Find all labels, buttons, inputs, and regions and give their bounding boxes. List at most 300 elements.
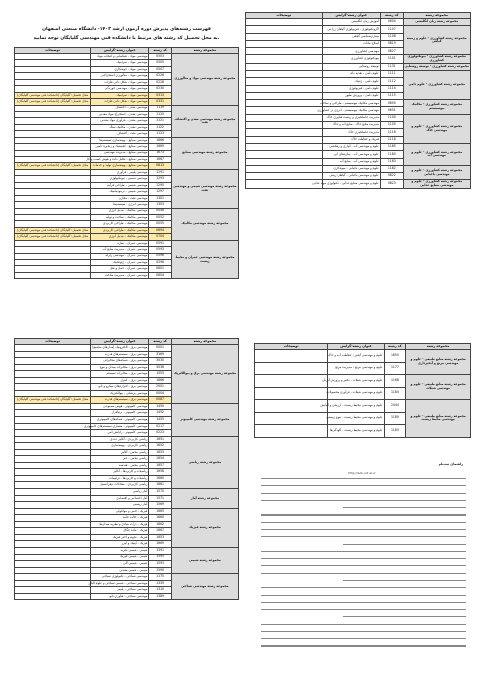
row-code: 0331: [149, 99, 171, 105]
row-name: مهندسی نساجی - فناوری نانو: [91, 593, 149, 600]
row-code: 0046: [149, 208, 171, 214]
row-name: مدیریت حاصلخیزی خاک: [322, 129, 381, 136]
row-name: مهندسی مکانیک بیوسیستم - طراحی و ساخت: [322, 100, 381, 107]
row-name: مهندسی شیمی - ترمودینامیک: [91, 189, 149, 195]
row-note: محل تحصیل: گلپایگان (دانشکده فنی مهندسی گلپایگان): [15, 99, 91, 105]
row-code: 1119: [149, 105, 171, 111]
row-note: [246, 63, 323, 70]
group-name: مجموعه رشته کشاورزی - علوم و مهندسی خاک: [403, 114, 471, 143]
row-code: 1180: [381, 151, 404, 158]
row-note: [246, 129, 323, 136]
row-code: 0001: [149, 345, 171, 352]
notes-text-line: [261, 565, 466, 566]
row-name: مهندسی نساجی - تکنولوژی نساجی: [91, 574, 149, 581]
row-note: [246, 107, 323, 114]
row-code: 1673: [149, 150, 171, 156]
notes-text-line: [261, 493, 466, 494]
notes-header: توضیحات: [246, 13, 323, 19]
row-note: [246, 55, 323, 63]
row-name: مهندسی معدن - فرآوری مواد معدنی: [91, 118, 149, 124]
row-name: علوم دامی - ژنتیک: [322, 78, 381, 85]
row-name: مهندسی کامپیوتر - هوش مصنوعی: [91, 403, 149, 410]
row-code: 1571: [149, 495, 171, 502]
notes-text-line: [261, 587, 466, 588]
row-name: علوم و مهندسی باغبانی - گیاهان زینتی: [322, 173, 381, 180]
row-name: ریاضیات و کاربردها - آنالیز: [91, 469, 149, 476]
row-code: 0823: [381, 180, 404, 188]
name-header: عنوان رشته-گرایش: [91, 48, 149, 54]
row-note: [246, 158, 323, 165]
row-note: [246, 180, 323, 188]
row-name: فیزیک و حفاظت خاک: [322, 136, 381, 143]
row-code: 1667: [149, 157, 171, 163]
row-name: مدیریت حاصلخیزی و زیست فناوری خاک: [322, 114, 381, 121]
row-name: مهندسی نساجی - شیمی نساجی و علوم الیاف: [91, 580, 149, 587]
row-name: مهندسی مواد - شکل دادن فلزات: [91, 99, 149, 105]
row-code: 1653: [149, 449, 171, 456]
page3-table: [14, 338, 239, 600]
row-name: مهندسی صنایع - بهینه‌سازی تولید و خدمات: [91, 163, 149, 169]
group-name: مجموعه رشته ریاضی: [171, 436, 238, 488]
table-row: [246, 70, 471, 77]
row-code: 1665: [149, 508, 171, 515]
row-note: [15, 593, 91, 600]
row-code: 1303: [149, 202, 171, 208]
row-code: 1104: [381, 114, 404, 121]
row-code: 1105: [381, 122, 404, 129]
row-code: 1660: [149, 475, 171, 482]
row-name: شیمی - شیمی فیزیک: [91, 554, 149, 561]
row-code: 1123: [149, 131, 171, 137]
row-name: مهندسی مکانیک - ساخت و تولید: [91, 214, 149, 220]
code-header: کد رشته: [384, 344, 406, 350]
row-code: 1650: [384, 350, 406, 363]
notes-text-line: [261, 624, 466, 625]
notes-header: توضیحات: [255, 344, 328, 350]
group-name: مجموعه رشته زبان انگلیسی: [403, 19, 471, 26]
table-row: [255, 375, 471, 388]
row-name: مهندسی کامپیوتر - شبکه‌های کامپیوتری: [91, 417, 149, 424]
row-note: [246, 85, 323, 92]
row-code: 1116: [381, 129, 404, 136]
row-code: 1652: [149, 443, 171, 450]
row-code: 1107: [381, 26, 404, 33]
row-name: مهندسی مکانیک - طراحی کاربردی: [91, 227, 149, 233]
row-code: 1115: [381, 92, 404, 99]
notes-text-line: [261, 478, 466, 479]
row-name: مهندسی مواد - جوشکاری: [91, 66, 149, 72]
row-name: مهندسی پلیمر - فرآوری: [91, 169, 149, 175]
notes-header: توضیحات: [15, 339, 91, 345]
row-code: 1452: [149, 410, 171, 417]
row-code: 0604: [149, 272, 171, 278]
row-code: 1651: [149, 436, 171, 443]
table-row: [255, 350, 471, 363]
notes-text-line: [261, 595, 466, 596]
row-code: 1118: [381, 136, 404, 143]
notes-text-line: [261, 500, 466, 501]
row-code: 1666: [149, 377, 171, 384]
row-name: مهندسی نفت - مخازن: [91, 195, 149, 201]
page4-table: [254, 343, 471, 438]
group-name: مجموعه رشته کشاورزی - علوم و مهندسی صنایع غذایی: [403, 180, 471, 188]
row-code: 1120: [149, 111, 171, 117]
table-row: [246, 26, 471, 33]
row-note: [255, 350, 328, 363]
row-name: مهندسی انرژی - سیستم‌ها: [91, 202, 149, 208]
row-name: مهندسی مواد - متالورژی استخراجی: [91, 73, 149, 79]
name-header: عنوان رشته-گرایش: [322, 13, 381, 19]
table-row: [246, 63, 471, 70]
row-note: [246, 136, 323, 143]
row-name: علوم دامی - پرورش طیور: [322, 92, 381, 99]
row-name: مهندسی کامپیوتر - نرم‌افزار: [91, 410, 149, 417]
group-name: مجموعه رشته کشاورزی - بیوتکنولوژی کشاورزی: [403, 55, 471, 63]
group-name: مجموعه رشته مهندسی صنایع: [171, 137, 238, 169]
group-name: مجموعه رشته مهندسی کامپیوتر: [171, 403, 238, 436]
row-name: مهندسی مواد - مهندسی خوردگی: [91, 86, 149, 92]
row-code: 1593: [149, 561, 171, 568]
row-code: 1661: [149, 482, 171, 489]
row-code: 0704: [149, 234, 171, 240]
page-1: [0, 0, 240, 337]
row-name: علوم و مهندسی باغبانی - میوه‌کاری: [322, 165, 381, 172]
group-name: مجموعه رشته مهندسی عمران و محیط زیست: [171, 240, 238, 279]
row-name: آمار زیستی: [91, 502, 149, 509]
row-code: 0507: [149, 66, 171, 72]
row-code: 1177: [384, 362, 406, 375]
row-code: 1657: [149, 462, 171, 469]
row-code: 0052: [149, 214, 171, 220]
row-code: 2001: [149, 384, 171, 391]
notes-text-line: [261, 638, 466, 639]
notes-text-block: [261, 478, 466, 653]
row-name: مهندسی کامپیوتر - معماری سیستم‌های کامپیوتری: [91, 423, 149, 430]
row-note: [246, 33, 323, 40]
row-name: علوم و مهندسی محیط زیست - آلودگی‌ها: [328, 425, 384, 438]
row-name: علوم دامی - تغذیه دام: [322, 70, 381, 77]
row-code: 1122: [149, 124, 171, 130]
row-code: 1669: [149, 541, 171, 548]
row-name: مهندسی عمران - مهندسی زلزله: [91, 253, 149, 259]
row-code: 0651: [381, 107, 404, 114]
row-name: علوم و مهندسی مرتع - مدیریت مرتع: [328, 362, 384, 375]
notes-text-line: [261, 602, 466, 603]
row-note: [15, 272, 91, 278]
row-name: فیزیک - ذرات بنیادی و نظریه میدان‌ها: [91, 521, 149, 528]
row-name: ریاضی محض - هندسه: [91, 462, 149, 469]
row-name: مهندسی مواد - شناسایی و انتخاب مواد: [91, 54, 149, 60]
row-name: ریاضی کاربردی - آنالیز عددی: [91, 436, 149, 443]
row-name: فیزیک - اتمی و مولکولی: [91, 508, 149, 515]
page-2: [241, 0, 479, 337]
row-name: شیمی - شیمی آلی: [91, 561, 149, 568]
row-name: مهندسی برق - کنترل: [91, 377, 149, 384]
name-header: عنوان رشته-گرایش: [91, 339, 149, 345]
row-code: 1111: [381, 70, 404, 77]
row-name: بیوتکنولوژی کشاورزی: [322, 55, 381, 63]
row-note: محل تحصیل: گلپایگان (دانشکده فنی مهندسی گلپایگان): [15, 227, 91, 233]
row-name: ریاضیات و کاربردها - ترکیبیات: [91, 475, 149, 482]
row-code: 1114: [381, 85, 404, 92]
row-name: علوم و مهندسی آب - سازه‌های آبی: [322, 151, 381, 158]
row-note: محل تحصیل: گلپایگان (دانشکده فنی مهندسی گلپایگان): [15, 92, 91, 98]
row-code: 1183: [381, 158, 404, 165]
row-name: فیزیک - اپتیک و لیزر: [91, 541, 149, 548]
group-name: مجموعه رشته مهندسی برق و بیوالکتریک: [171, 345, 238, 404]
row-name: مهندسی برق - مخابرات سیستم: [91, 371, 149, 378]
row-code: 0004: [149, 390, 171, 397]
row-note: [255, 362, 328, 375]
row-name: مهندسی برق - سیستم‌های قدرت: [91, 397, 149, 404]
name-header: عنوان رشته-گرایش: [328, 344, 384, 350]
row-code: 1569: [149, 502, 171, 509]
row-name: مهندسی عمران - حمل و نقل: [91, 266, 149, 272]
notes-text-line: [343, 544, 466, 545]
row-name: مهندسی صنایع - مدیریت مهندسی: [91, 150, 149, 156]
page2-table: [245, 12, 471, 189]
row-note: [246, 143, 323, 150]
row-code: 1660: [149, 515, 171, 522]
group-header: مجموعه رشته: [171, 48, 238, 54]
row-code: 3169: [149, 351, 171, 358]
notes-text-line: [261, 558, 466, 559]
row-name: مهندسی صنایع - بهینه‌سازی سیستم‌ها: [91, 137, 149, 143]
row-code: 1175: [149, 574, 171, 581]
row-name: مهندسی نفت - اکتشاف: [91, 131, 149, 137]
row-name: مهندسی معدن - اکتشاف: [91, 105, 149, 111]
row-code: 0604: [381, 19, 404, 26]
notes-url[interactable]: http://edu.iut.ac.ir: [348, 471, 376, 475]
group-name: مجموعه رشته کشاورزی - مکانیک بیوسیستم: [403, 100, 471, 115]
row-code: 0601: [149, 266, 171, 272]
row-name: مهندسی مکانیک - تبدیل انرژی: [91, 208, 149, 214]
row-name: فیزیک - نجوم و اختر فیزیک: [91, 534, 149, 541]
group-name: مجموعه رشته مهندسی معدن و اکتشاف نفت: [171, 105, 238, 137]
row-code: 1653: [149, 534, 171, 541]
row-name: مهندسی عمران - مدیریت منابع آب: [91, 247, 149, 253]
page-4: [241, 338, 479, 674]
group-header: مجموعه رشته: [171, 339, 238, 345]
row-name: مهندسی نساجی - پلیمر: [91, 587, 149, 594]
notes-text-line: [261, 645, 466, 646]
table-row: [255, 400, 471, 413]
code-header: کد رشته: [149, 339, 171, 345]
row-code: 1450: [149, 403, 171, 410]
row-code: 1590: [149, 567, 171, 574]
row-code: 0217: [149, 423, 171, 430]
row-code: 1295: [149, 182, 171, 188]
row-name: مهندسی پزشکی - بیوالکتریک: [91, 390, 149, 397]
row-name: اصلاح نباتات: [322, 40, 381, 47]
row-code: 1301: [149, 195, 171, 201]
row-code: 1658: [149, 469, 171, 476]
notes-text-line: [261, 631, 466, 632]
row-code: 0591: [149, 240, 171, 246]
row-code: 0313: [149, 92, 171, 98]
row-code: 1297: [149, 189, 171, 195]
row-name: مهندسی مواد - سرامیک: [91, 92, 149, 98]
row-note: محل تحصیل: گلپایگان (دانشکده فنی مهندسی گلپایگان): [15, 397, 91, 404]
row-note: [246, 165, 323, 172]
row-note: [246, 122, 323, 129]
row-name: مهندسی برق - شبکه‌های مخابراتی: [91, 358, 149, 365]
group-name: مجموعه رشته منابع طبیعی - علوم و مهندسی محیط زیست: [406, 400, 471, 438]
notes-text-line: [343, 616, 466, 617]
row-note: [246, 114, 323, 121]
row-code: 0593: [149, 247, 171, 253]
row-name: علوم و مهندسی آبخیز - حفاظت آب و خاک: [328, 350, 384, 363]
row-code: 0827: [381, 48, 404, 55]
row-name: فیزیک - ماده چگال: [91, 528, 149, 535]
notes-text-line: [343, 580, 466, 581]
row-note: [246, 151, 323, 158]
row-name: مهندسی برق - الکترونیک (مدارهای مجتمع): [91, 345, 149, 352]
group-name: مجموعه رشته مهندسی نساجی: [171, 574, 238, 600]
row-note: [246, 92, 323, 99]
row-note: [255, 375, 328, 388]
row-code: 1591: [149, 547, 171, 554]
table-row: [246, 165, 471, 172]
row-name: مهندسی برق - سیستم‌های قدرت: [91, 351, 149, 358]
table-row: [246, 143, 471, 150]
row-name: مهندسی شیمی - طراحی فرآیند: [91, 182, 149, 188]
row-name: آمار اجتماعی و اقتصادی: [91, 495, 149, 502]
row-code: 1310: [149, 587, 171, 594]
row-note: [255, 412, 328, 425]
row-note: محل تحصیل: گلپایگان (دانشکده فنی مهندسی گلپایگان): [15, 234, 91, 240]
row-code: 1189: [384, 412, 406, 425]
row-name: بیماری‌شناسی گیاهی: [322, 33, 381, 40]
table-row: [246, 114, 471, 121]
row-note: [255, 387, 328, 400]
row-code: 0813: [149, 163, 171, 169]
row-name: شیمی - شیمی تجزیه: [91, 547, 149, 554]
row-name: توسعه روستایی: [322, 63, 381, 70]
row-name: مهندسی معدن - استخراج مواد معدنی: [91, 111, 149, 117]
row-code: 1112: [381, 78, 404, 85]
row-name: مهندسی صنایع - تحلیل داده و هوش کسب و کار: [91, 157, 149, 163]
row-name: شیمی - شیمی معدنی: [91, 567, 149, 574]
group-name: مجموعه رشته مهندسی مواد و متالورژی: [171, 54, 238, 106]
row-code: 1662: [149, 521, 171, 528]
group-name: مجموعه رشته شیمی: [171, 547, 238, 573]
row-code: 1101: [381, 55, 404, 63]
table-row: [246, 180, 471, 188]
row-code: 1667: [149, 528, 171, 535]
row-name: مهندسی کامپیوتر - رایانش امن: [91, 430, 149, 437]
row-name: علوم و مهندسی شیلات - تکثیر و پرورش آبزیان: [328, 375, 384, 388]
row-code: 3036: [149, 364, 171, 371]
row-code: 0694: [149, 227, 171, 233]
row-name: مهندسی برق - افزاره‌های میکرو و نانو: [91, 384, 149, 391]
row-code: 1389: [149, 593, 171, 600]
document-title: فهرست رشته‌های پذیرش دوره آزمون ارشد ۱۴۰۳- دانشگاه صنعتی اصفهان: [42, 27, 211, 32]
row-code: 1654: [149, 456, 171, 463]
row-name: اگروتکنولوژی - فیزیولوژی گیاهان زراعی: [322, 26, 381, 33]
row-code: 1570: [149, 489, 171, 496]
group-name: مجموعه رشته منابع طبیعی - علوم و مهندسی مرتع و آبخیزداری: [406, 350, 471, 375]
row-name: ریاضی محض - جبر: [91, 456, 149, 463]
row-note: [246, 173, 323, 180]
notes-header: توضیحات: [15, 48, 91, 54]
group-name: مجموعه رشته کشاورزی - علوم و مهندسی باغبانی: [403, 165, 471, 180]
code-header: کد رشته: [149, 48, 171, 54]
document-subtitle: به محل تحصیل کد رشته های مرتبط با دانشکده فنی مهندسی گلپایگان توجه نمایید.: [33, 36, 220, 41]
row-name: مهندسی معدن - مکانیک سنگ: [91, 124, 149, 130]
notes-text-line: [261, 529, 466, 530]
notes-text-line: [261, 573, 466, 574]
row-code: 0596: [149, 253, 171, 259]
row-code: 0087: [149, 397, 171, 404]
group-name: مجموعه رشته مهندسی شیمی و مهندسی نفت: [171, 169, 238, 208]
row-code: 0223: [149, 430, 171, 437]
row-note: [255, 425, 328, 438]
row-name: مهندسی برق - مخابرات میدان و موج: [91, 364, 149, 371]
row-code: 1108: [381, 33, 404, 40]
row-code: 1165: [381, 143, 404, 150]
code-header: کد رشته: [381, 13, 404, 19]
row-name: مدیریت منابع خاک - منابع آب و خاک: [322, 122, 381, 129]
group-header: مجموعه رشته: [406, 344, 471, 350]
row-code: 2444: [384, 400, 406, 413]
notes-text-line: [261, 609, 466, 610]
row-name: علوم و مهندسی صنایع غذایی - تکنولوژی مواد غذایی: [322, 180, 381, 188]
row-code: 1182: [381, 165, 404, 172]
row-name: مهندسی مواد - شکل دادن فلزات: [91, 79, 149, 85]
group-name: مجموعه رشته کشاورزی - علوم و مهندسی آب: [403, 143, 471, 165]
row-note: [246, 78, 323, 85]
row-note: [255, 400, 328, 413]
row-name: آمار ریاضی: [91, 489, 149, 496]
row-name: مهندسی شیمی - بیوتکنولوژی: [91, 176, 149, 182]
row-note: [246, 40, 323, 47]
row-code: 1455: [149, 417, 171, 424]
row-name: علوم دامی - فیزیولوژی: [322, 85, 381, 92]
row-name: مهندسی مکانیک - طراحی کاربردی: [91, 221, 149, 227]
row-code: 1293: [149, 176, 171, 182]
row-code: 0503: [149, 54, 171, 60]
notes-text-line: [261, 536, 466, 537]
group-name: مجموعه رشته فیزیک: [171, 508, 238, 547]
group-name: مجموعه رشته کشاورزی - علوم دامی: [403, 70, 471, 99]
row-code: 0819: [381, 40, 404, 47]
row-name: فیزیک - حالت جامد: [91, 515, 149, 522]
row-name: مهندسی مواد - سرامیک: [91, 60, 149, 66]
row-name: مهندسی مکانیک - تبدیل انرژی: [91, 234, 149, 240]
row-note: [246, 48, 323, 55]
notes-text-line: [261, 514, 466, 515]
row-name: علوم و مهندسی شیلات - فرآوری محصولات: [328, 387, 384, 400]
row-code: 1291: [149, 169, 171, 175]
group-name: مجموعه رشته آمار: [171, 489, 238, 509]
row-note: [246, 70, 323, 77]
row-code: 0598: [149, 260, 171, 266]
row-code: 0650: [381, 100, 404, 107]
notes-text-line: [261, 485, 466, 486]
group-name: مجموعه رشته مهندسی مکانیک: [171, 208, 238, 240]
row-code: 1121: [149, 118, 171, 124]
row-code: 1168: [384, 375, 406, 388]
row-name: مهندسی عمران - سازه: [91, 240, 149, 246]
row-name: علوم و مهندسی آب - منابع آب: [322, 158, 381, 165]
row-name: مهندسی کشاورزی: [322, 48, 381, 55]
row-code: 1184: [384, 387, 406, 400]
table-row: [246, 100, 471, 107]
row-code: 0230: [149, 86, 171, 92]
row-note: محل تحصیل: گلپایگان (دانشکده فنی مهندسی گلپایگان): [15, 163, 91, 169]
row-code: 1666: [149, 137, 171, 143]
